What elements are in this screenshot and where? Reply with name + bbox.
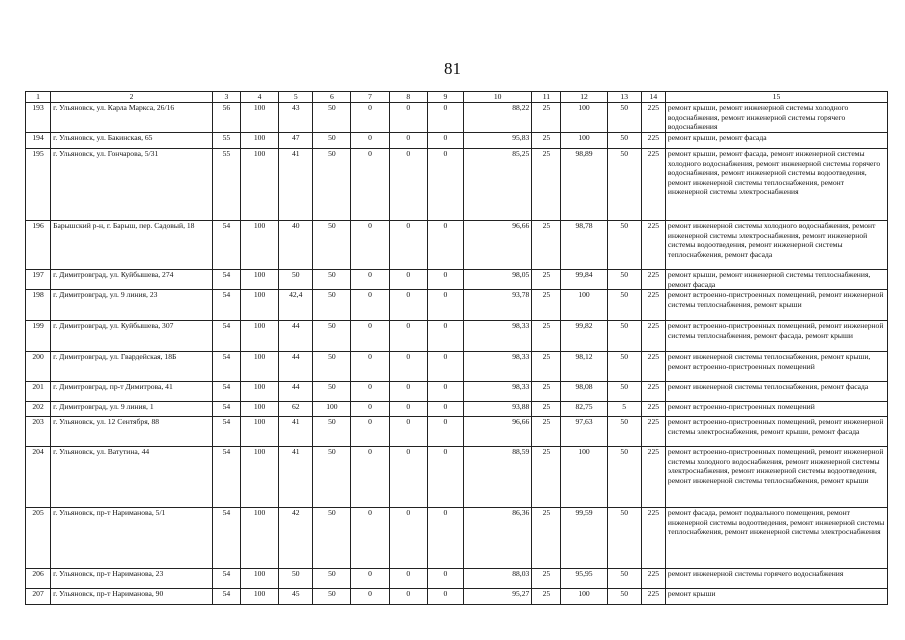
row-col-9: 0	[427, 103, 463, 133]
row-col-4: 100	[240, 417, 278, 447]
row-col-13: 50	[607, 290, 641, 321]
row-col-8: 0	[389, 569, 427, 589]
row-col-5: 50	[279, 569, 313, 589]
row-address: г. Ульяновск, ул. Карла Маркса, 26/16	[51, 103, 213, 133]
row-col-11: 25	[532, 352, 561, 382]
column-number-header: 14	[641, 92, 665, 103]
row-col-8: 0	[389, 221, 427, 270]
row-col-7: 0	[351, 149, 389, 221]
row-col-9: 0	[427, 447, 463, 508]
row-number: 193	[26, 103, 51, 133]
row-col-7: 0	[351, 382, 389, 402]
row-col-8: 0	[389, 402, 427, 417]
row-col-12: 99,84	[561, 270, 607, 290]
row-number: 204	[26, 447, 51, 508]
repair-register-table	[25, 91, 888, 605]
row-works-list: ремонт фасада, ремонт подвального помещения, ремонт инженерной системы водоотведения, ремонт инженерной системы теплоснабжения, ремонт инженерной системы электроснабжения	[665, 508, 887, 569]
row-col-13: 50	[607, 447, 641, 508]
column-number-header: 2	[51, 92, 213, 103]
row-number: 196	[26, 221, 51, 270]
row-col-9: 0	[427, 402, 463, 417]
row-col-8: 0	[389, 149, 427, 221]
table-row	[26, 382, 888, 402]
row-col-6: 100	[313, 402, 351, 417]
row-works-list: ремонт инженерной системы теплоснабжения, ремонт фасада	[665, 382, 887, 402]
row-col-8: 0	[389, 589, 427, 605]
row-col-7: 0	[351, 402, 389, 417]
row-col-5: 62	[279, 402, 313, 417]
row-col-11: 25	[532, 589, 561, 605]
row-col-13: 50	[607, 382, 641, 402]
row-col-13: 50	[607, 417, 641, 447]
row-col-6: 50	[313, 382, 351, 402]
row-col-5: 47	[279, 133, 313, 149]
row-col-8: 0	[389, 382, 427, 402]
row-col-11: 25	[532, 402, 561, 417]
row-col-13: 50	[607, 589, 641, 605]
row-number: 201	[26, 382, 51, 402]
row-col-6: 50	[313, 149, 351, 221]
row-col-13: 50	[607, 270, 641, 290]
column-number-header: 7	[351, 92, 389, 103]
row-col-4: 100	[240, 447, 278, 508]
table-row	[26, 402, 888, 417]
row-col-5: 41	[279, 149, 313, 221]
row-number: 198	[26, 290, 51, 321]
row-col-6: 50	[313, 352, 351, 382]
row-col-12: 100	[561, 589, 607, 605]
row-address: г. Ульяновск, пр-т Нариманова, 90	[51, 589, 213, 605]
table-row	[26, 589, 888, 605]
row-col-6: 50	[313, 589, 351, 605]
row-address: г. Димитровград, ул. Куйбышева, 274	[51, 270, 213, 290]
row-col-12: 100	[561, 133, 607, 149]
column-number-header: 1	[26, 92, 51, 103]
row-col-4: 100	[240, 270, 278, 290]
row-col-9: 0	[427, 221, 463, 270]
row-col-9: 0	[427, 149, 463, 221]
column-number-header: 3	[212, 92, 240, 103]
row-col-6: 50	[313, 133, 351, 149]
row-col-10: 98,33	[463, 321, 531, 352]
row-col-11: 25	[532, 221, 561, 270]
row-col-8: 0	[389, 270, 427, 290]
row-col-13: 50	[607, 321, 641, 352]
row-col-14: 225	[641, 589, 665, 605]
row-col-3: 54	[212, 270, 240, 290]
row-col-3: 55	[212, 149, 240, 221]
row-col-9: 0	[427, 133, 463, 149]
row-col-4: 100	[240, 221, 278, 270]
row-col-3: 54	[212, 221, 240, 270]
row-col-10: 98,33	[463, 352, 531, 382]
row-col-7: 0	[351, 321, 389, 352]
row-col-11: 25	[532, 447, 561, 508]
row-number: 206	[26, 569, 51, 589]
row-col-11: 25	[532, 508, 561, 569]
row-col-12: 98,78	[561, 221, 607, 270]
row-works-list: ремонт встроенно-пристроенных помещений, ремонт инженерной системы теплоснабжения, ремонт фасада, ремонт крыши	[665, 321, 887, 352]
row-col-14: 225	[641, 417, 665, 447]
row-col-12: 99,59	[561, 508, 607, 569]
row-col-11: 25	[532, 133, 561, 149]
row-col-5: 50	[279, 270, 313, 290]
row-number: 203	[26, 417, 51, 447]
row-col-13: 50	[607, 352, 641, 382]
row-col-11: 25	[532, 382, 561, 402]
row-number: 194	[26, 133, 51, 149]
table-row	[26, 133, 888, 149]
row-col-10: 98,33	[463, 382, 531, 402]
row-col-6: 50	[313, 508, 351, 569]
row-address: г. Ульяновск, ул. 12 Сентября, 88	[51, 417, 213, 447]
row-col-6: 50	[313, 270, 351, 290]
table-row	[26, 417, 888, 447]
row-col-3: 54	[212, 382, 240, 402]
row-col-10: 88,22	[463, 103, 531, 133]
row-col-7: 0	[351, 589, 389, 605]
row-col-12: 95,95	[561, 569, 607, 589]
row-works-list: ремонт крыши, ремонт фасада, ремонт инженерной системы холодного водоснабжения, ремонт инженерной системы горячего водоснабжения, ремонт инженерной системы водоотведения, ремонт инженерной системы теплоснабжения, ремонт инженерной системы электроснабжения	[665, 149, 887, 221]
row-col-11: 25	[532, 270, 561, 290]
row-address: г. Димитровград, ул. Куйбышева, 307	[51, 321, 213, 352]
row-col-9: 0	[427, 382, 463, 402]
row-col-8: 0	[389, 103, 427, 133]
row-number: 207	[26, 589, 51, 605]
row-col-6: 50	[313, 290, 351, 321]
row-address: г. Димитровград, пр-т Димитрова, 41	[51, 382, 213, 402]
row-col-4: 100	[240, 149, 278, 221]
column-number-header: 8	[389, 92, 427, 103]
row-col-3: 54	[212, 589, 240, 605]
row-col-9: 0	[427, 270, 463, 290]
row-col-13: 50	[607, 569, 641, 589]
row-col-12: 82,75	[561, 402, 607, 417]
row-col-12: 100	[561, 447, 607, 508]
row-col-14: 225	[641, 402, 665, 417]
column-number-header: 13	[607, 92, 641, 103]
row-address: г. Ульяновск, ул. Гончарова, 5/31	[51, 149, 213, 221]
row-col-3: 55	[212, 133, 240, 149]
row-col-4: 100	[240, 589, 278, 605]
row-col-4: 100	[240, 569, 278, 589]
row-works-list: ремонт встроенно-пристроенных помещений, ремонт инженерной системы теплоснабжения, ремонт крыши	[665, 290, 887, 321]
row-col-10: 93,78	[463, 290, 531, 321]
row-col-7: 0	[351, 508, 389, 569]
row-col-7: 0	[351, 290, 389, 321]
table-row	[26, 221, 888, 270]
row-col-14: 225	[641, 270, 665, 290]
row-address: г. Димитровград, ул. 9 линия, 1	[51, 402, 213, 417]
row-col-3: 54	[212, 569, 240, 589]
row-address: г. Ульяновск, ул. Ватутина, 44	[51, 447, 213, 508]
table-row	[26, 149, 888, 221]
row-col-7: 0	[351, 221, 389, 270]
row-col-11: 25	[532, 417, 561, 447]
row-col-9: 0	[427, 290, 463, 321]
row-col-13: 50	[607, 103, 641, 133]
row-col-5: 41	[279, 447, 313, 508]
row-works-list: ремонт крыши	[665, 589, 887, 605]
row-col-11: 25	[532, 569, 561, 589]
row-col-6: 50	[313, 321, 351, 352]
row-col-7: 0	[351, 270, 389, 290]
row-col-10: 95,83	[463, 133, 531, 149]
row-col-5: 41	[279, 417, 313, 447]
row-col-14: 225	[641, 221, 665, 270]
row-address: Барышский р-н, г. Барыш, пер. Садовый, 18	[51, 221, 213, 270]
row-col-7: 0	[351, 352, 389, 382]
row-col-12: 97,63	[561, 417, 607, 447]
row-works-list: ремонт инженерной системы теплоснабжения, ремонт крыши, ремонт встроенно-пристроенных помещений	[665, 352, 887, 382]
row-col-3: 54	[212, 402, 240, 417]
row-col-11: 25	[532, 290, 561, 321]
column-number-header: 10	[463, 92, 531, 103]
row-col-5: 44	[279, 382, 313, 402]
row-col-10: 96,66	[463, 417, 531, 447]
row-col-14: 225	[641, 133, 665, 149]
row-col-8: 0	[389, 290, 427, 321]
row-col-4: 100	[240, 402, 278, 417]
row-col-6: 50	[313, 569, 351, 589]
row-col-8: 0	[389, 133, 427, 149]
row-number: 205	[26, 508, 51, 569]
row-col-12: 98,08	[561, 382, 607, 402]
row-col-8: 0	[389, 508, 427, 569]
table-row	[26, 270, 888, 290]
column-number-header: 11	[532, 92, 561, 103]
table-body	[26, 103, 888, 605]
row-address: г. Ульяновск, пр-т Нариманова, 5/1	[51, 508, 213, 569]
row-col-9: 0	[427, 569, 463, 589]
table-row	[26, 569, 888, 589]
table-row	[26, 290, 888, 321]
row-col-4: 100	[240, 103, 278, 133]
row-col-13: 50	[607, 508, 641, 569]
column-number-header: 12	[561, 92, 607, 103]
row-col-5: 44	[279, 352, 313, 382]
row-number: 199	[26, 321, 51, 352]
row-col-10: 85,25	[463, 149, 531, 221]
row-col-13: 50	[607, 221, 641, 270]
column-number-header: 4	[240, 92, 278, 103]
row-col-12: 98,12	[561, 352, 607, 382]
row-works-list: ремонт инженерной системы горячего водоснабжения	[665, 569, 887, 589]
row-col-10: 93,88	[463, 402, 531, 417]
row-col-9: 0	[427, 589, 463, 605]
row-number: 195	[26, 149, 51, 221]
row-col-3: 54	[212, 417, 240, 447]
row-col-14: 225	[641, 382, 665, 402]
row-col-9: 0	[427, 417, 463, 447]
row-col-14: 225	[641, 352, 665, 382]
row-col-4: 100	[240, 321, 278, 352]
row-col-4: 100	[240, 290, 278, 321]
row-address: г. Димитровград, ул. Гвардейская, 18Б	[51, 352, 213, 382]
row-col-3: 54	[212, 508, 240, 569]
table-row	[26, 321, 888, 352]
column-number-header: 6	[313, 92, 351, 103]
row-col-9: 0	[427, 508, 463, 569]
row-works-list: ремонт встроенно-пристроенных помещений, ремонт инженерной системы холодного водоснабжения, ремонт инженерной системы электроснабжения, ремонт инженерной системы водоотведения, ремонт инженерной системы теплоснабжения, ремонт крыши	[665, 447, 887, 508]
row-col-4: 100	[240, 352, 278, 382]
table-row	[26, 447, 888, 508]
row-col-6: 50	[313, 417, 351, 447]
row-col-12: 100	[561, 290, 607, 321]
row-works-list: ремонт встроенно-пристроенных помещений, ремонт инженерной системы электроснабжения, ремонт крыши, ремонт фасада	[665, 417, 887, 447]
page-number: 81	[444, 59, 461, 78]
row-works-list: ремонт крыши, ремонт инженерной системы теплоснабжения, ремонт фасада	[665, 270, 887, 290]
row-col-10: 88,59	[463, 447, 531, 508]
row-col-3: 54	[212, 352, 240, 382]
row-col-5: 42,4	[279, 290, 313, 321]
row-col-8: 0	[389, 447, 427, 508]
row-col-14: 225	[641, 149, 665, 221]
column-number-header: 5	[279, 92, 313, 103]
row-col-10: 86,36	[463, 508, 531, 569]
row-col-10: 98,05	[463, 270, 531, 290]
row-col-4: 100	[240, 382, 278, 402]
row-col-8: 0	[389, 417, 427, 447]
row-col-7: 0	[351, 447, 389, 508]
row-works-list: ремонт инженерной системы холодного водоснабжения, ремонт инженерной системы электроснабжения, ремонт инженерной системы водоотведения, ремонт инженерной системы теплоснабжения, ремонт фасада	[665, 221, 887, 270]
row-col-7: 0	[351, 569, 389, 589]
row-col-3: 54	[212, 321, 240, 352]
row-col-13: 50	[607, 133, 641, 149]
table-row	[26, 508, 888, 569]
row-col-13: 50	[607, 149, 641, 221]
row-col-6: 50	[313, 221, 351, 270]
row-col-5: 40	[279, 221, 313, 270]
row-col-3: 54	[212, 290, 240, 321]
row-col-5: 44	[279, 321, 313, 352]
row-col-10: 88,03	[463, 569, 531, 589]
row-col-4: 100	[240, 508, 278, 569]
row-col-13: 5	[607, 402, 641, 417]
row-col-14: 225	[641, 290, 665, 321]
row-col-7: 0	[351, 103, 389, 133]
row-number: 197	[26, 270, 51, 290]
column-number-header: 9	[427, 92, 463, 103]
row-col-6: 50	[313, 103, 351, 133]
row-works-list: ремонт крыши, ремонт инженерной системы холодного водоснабжения, ремонт инженерной системы горячего водоснабжения	[665, 103, 887, 133]
row-col-10: 96,66	[463, 221, 531, 270]
column-number-row	[26, 92, 888, 103]
row-col-9: 0	[427, 352, 463, 382]
row-col-11: 25	[532, 321, 561, 352]
table-row	[26, 352, 888, 382]
row-col-14: 225	[641, 447, 665, 508]
row-col-5: 43	[279, 103, 313, 133]
row-number: 200	[26, 352, 51, 382]
row-col-5: 42	[279, 508, 313, 569]
row-col-3: 54	[212, 447, 240, 508]
row-works-list: ремонт встроенно-пристроенных помещений	[665, 402, 887, 417]
row-number: 202	[26, 402, 51, 417]
row-col-9: 0	[427, 321, 463, 352]
table-row	[26, 103, 888, 133]
row-col-8: 0	[389, 352, 427, 382]
row-col-8: 0	[389, 321, 427, 352]
row-col-7: 0	[351, 417, 389, 447]
row-col-14: 225	[641, 103, 665, 133]
row-address: г. Ульяновск, ул. Бакинская, 65	[51, 133, 213, 149]
row-col-7: 0	[351, 133, 389, 149]
row-col-11: 25	[532, 103, 561, 133]
row-col-6: 50	[313, 447, 351, 508]
row-address: г. Ульяновск, пр-т Нариманова, 23	[51, 569, 213, 589]
row-col-4: 100	[240, 133, 278, 149]
row-col-14: 225	[641, 508, 665, 569]
row-col-5: 45	[279, 589, 313, 605]
row-address: г. Димитровград, ул. 9 линия, 23	[51, 290, 213, 321]
row-col-11: 25	[532, 149, 561, 221]
row-col-12: 99,82	[561, 321, 607, 352]
row-col-14: 225	[641, 569, 665, 589]
row-col-12: 100	[561, 103, 607, 133]
row-col-10: 95,27	[463, 589, 531, 605]
column-number-header: 15	[665, 92, 887, 103]
row-col-14: 225	[641, 321, 665, 352]
row-works-list: ремонт крыши, ремонт фасада	[665, 133, 887, 149]
row-col-12: 98,89	[561, 149, 607, 221]
row-col-3: 56	[212, 103, 240, 133]
